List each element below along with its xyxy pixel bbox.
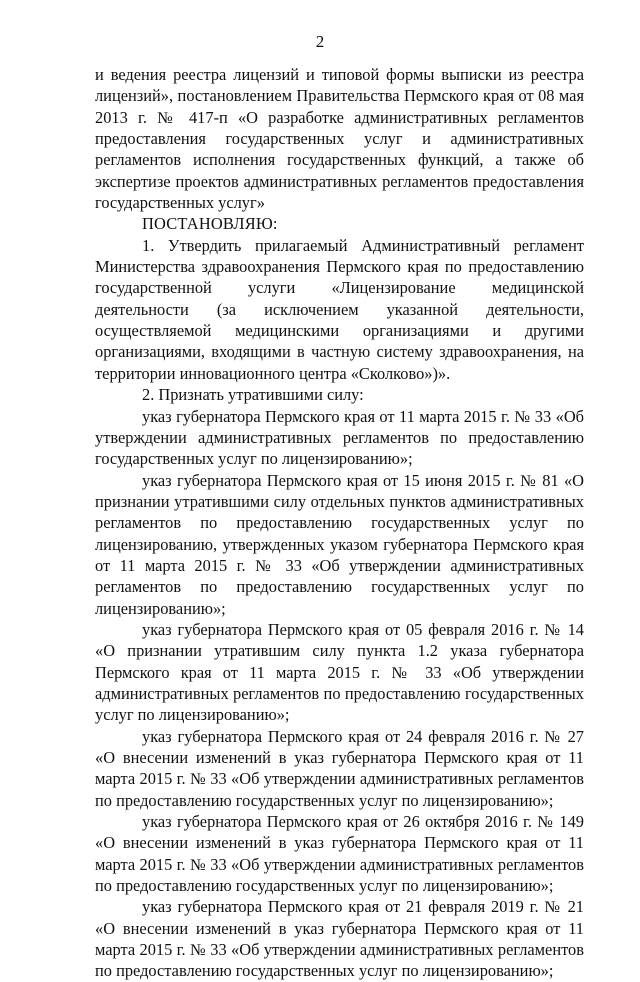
intro-paragraph: и ведения реестра лицензий и типовой формы выписки из реестра лицензий», постановлением Правительства Пермского края от 08 мая 2013 г. № 417-п «О разработке административных регламентов предоставления государственных услуг и административных регламентов исполнения государственных функций, а также об экспертизе проектов административных регламентов предоставления государственных услуг» [95, 65, 584, 213]
repealed-act-item: указ губернатора Пермского края от 15 июня 2015 г. № 81 «О признании утратившими силу отдельных пунктов административных регламентов по предоставлению государственных услуг по лицензированию, утвержденных указом губернатора Пермского края от 11 марта 2015 г. № 33 «Об утверждении административных регламентов по предоставлению государственных услуг по лицензированию»; [95, 470, 584, 618]
repealed-act-item: указ губернатора Пермского края от 21 февраля 2019 г. № 21 «О внесении изменений в указ губернатора Пермского края от 11 марта 2015 г. № 33 «Об утверждении административных регламентов по предоставлению государственных услуг по лицензированию»; [95, 897, 584, 981]
repealed-act-item: указ губернатора Пермского края от 05 февраля 2016 г. № 14 «О признании утратившим силу пункта 1.2 указа губернатора Пермского края от 11 марта 2015 г. № 33 «Об утверждении административных регламентов по предоставлению государственных услуг по лицензированию»; [95, 619, 584, 725]
page-number: 2 [315, 32, 325, 51]
decree-word: ПОСТАНОВЛЯЮ: [142, 214, 278, 234]
item-1-paragraph: 1. Утвердить прилагаемый Административный регламент Министерства здравоохранения Пермского края по предоставлению государственной услуги «Лицензирование медицинской деятельности (за исключением указанной деятельности, осуществляемой медицинскими организациями и другими организациями, входящими в частную систему здравоохранения, на территории инновационного центра «Сколково»)». [95, 235, 584, 383]
document-body [95, 64, 584, 982]
repealed-act-item: указ губернатора Пермского края от 11 марта 2015 г. № 33 «Об утверждении административных регламентов по предоставлению государственных услуг по лицензированию»; [95, 406, 584, 469]
repealed-act-item: указ губернатора Пермского края от 24 февраля 2016 г. № 27 «О внесении изменений в указ губернатора Пермского края от 11 марта 2015 г. № 33 «Об утверждении административных регламентов по предоставлению государственных услуг по лицензированию»; [95, 726, 584, 810]
item-2-heading: 2. Признать утратившими силу: [142, 385, 364, 405]
repealed-act-item: указ губернатора Пермского края от 26 октября 2016 г. № 149 «О внесении изменений в указ губернатора Пермского края от 11 марта 2015 г. № 33 «Об утверждении административных регламентов по предоставлению государственных услуг по лицензированию»; [95, 812, 584, 896]
